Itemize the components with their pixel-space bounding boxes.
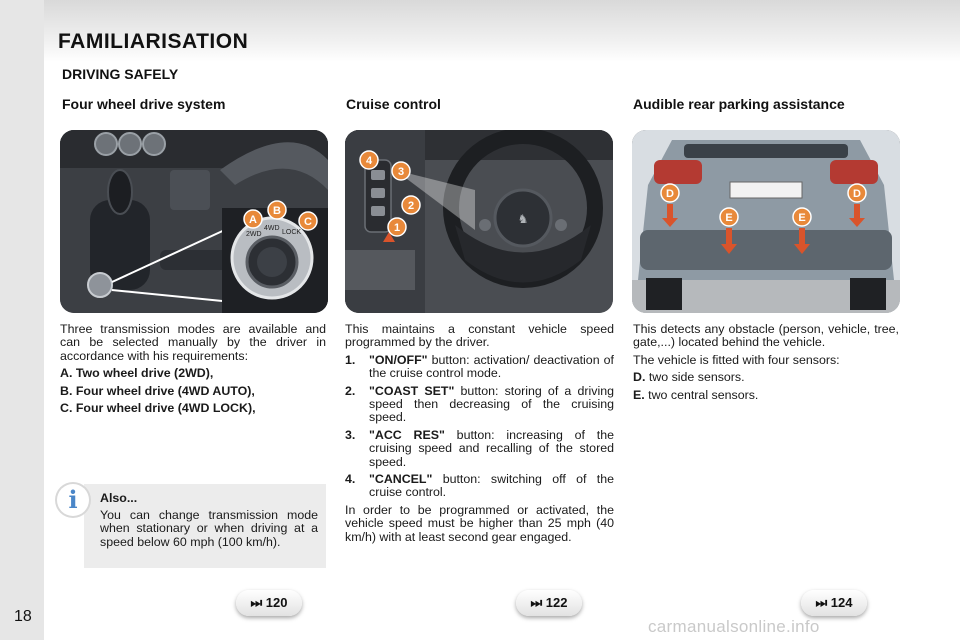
list-item <box>345 473 614 500</box>
callout-d-left: D <box>666 188 674 200</box>
parking-text <box>633 323 899 406</box>
selector-label-lock: LOCK <box>282 229 302 236</box>
cruise-intro: This maintains a constant vehicle speed programmed by the driver. <box>345 322 614 350</box>
parking-intro: This detects any obstacle (person, vehicle, tree, gate,...) located behind the vehicle. <box>633 322 899 350</box>
watermark: carmanualsonline.info <box>648 617 820 636</box>
callout-e-left: E <box>725 212 733 224</box>
cancel-label: "CANCEL" <box>369 472 433 487</box>
coast-set-label: "COAST SET" <box>369 383 455 398</box>
page-ref-124-link[interactable]: ⏭ 124 <box>801 590 867 616</box>
svg-text:♞: ♞ <box>517 212 529 226</box>
callout-1: 1 <box>393 222 401 234</box>
acc-res-label: "ACC RES" <box>369 427 445 442</box>
fwd-intro: Three transmission modes are available and can be selected manually by the driver in accordance with his requirements: <box>60 322 326 363</box>
sensor-e-label: E. <box>633 387 645 402</box>
callout-a: A <box>249 214 257 226</box>
page-margin-strip <box>0 0 44 640</box>
list-item-text: button: increasing of the cruising speed and recalling of the stored speed. <box>369 427 614 469</box>
fwd-text <box>60 323 326 419</box>
info-title: Also... <box>100 491 138 505</box>
info-icon: i <box>57 484 89 516</box>
fwd-selector-photo <box>60 130 328 313</box>
sensor-e-text: two central sensors. <box>644 387 759 402</box>
list-item <box>345 429 614 469</box>
list-item-number: 1. <box>345 352 356 367</box>
callout-d-right: D <box>853 188 861 200</box>
page-title: FAMILIARISATION <box>58 30 249 53</box>
info-body: You can change transmission mode when stationary or when driving at a speed below 60 mph (100 km/h). <box>100 508 318 549</box>
callout-e-right: E <box>798 212 806 224</box>
callout-2: 2 <box>407 200 415 212</box>
section-title: DRIVING SAFELY <box>62 66 179 82</box>
fwd-mode-c: C. Four wheel drive (4WD LOCK), <box>60 401 256 416</box>
list-item-text: button: switching off of the cruise control. <box>369 472 614 500</box>
selector-label-2wd: 2WD <box>246 231 262 238</box>
list-item-text: button: storing of a driving speed then decreasing of the cruising speed. <box>369 383 614 425</box>
page-ref-122-link[interactable]: ⏭ 122 <box>516 590 582 616</box>
sensor-d-text: two side sensors. <box>645 370 745 385</box>
cruise-note: In order to be programmed or activated, the vehicle speed must be higher than 25 mph (40 km/h) with at least second gear engaged. <box>345 502 614 544</box>
list-item-number: 4. <box>345 472 356 487</box>
callout-3: 3 <box>397 166 405 178</box>
cruise-text <box>345 323 614 548</box>
parking-sensors-photo <box>632 130 900 313</box>
list-item <box>345 385 614 425</box>
parking-sensors-line: The vehicle is fitted with four sensors: <box>633 352 840 367</box>
callout-4: 4 <box>365 155 373 167</box>
fwd-mode-a: A. Two wheel drive (2WD), <box>60 366 214 381</box>
cruise-heading: Cruise control <box>346 96 441 112</box>
on-off-label: "ON/OFF" <box>369 352 428 367</box>
cruise-button-list <box>345 354 614 500</box>
sensor-d-label: D. <box>633 370 646 385</box>
parking-heading: Audible rear parking assistance <box>633 96 845 112</box>
callout-b: B <box>273 205 281 217</box>
list-item-text: button: activation/ deactivation of the cruise control mode. <box>369 352 614 381</box>
list-item-number: 3. <box>345 427 356 442</box>
fwd-mode-b: B. Four wheel drive (4WD AUTO), <box>60 383 255 398</box>
selector-label-4wd: 4WD <box>264 225 280 232</box>
list-item-number: 2. <box>345 383 356 398</box>
page-ref-120-link[interactable]: ⏭ 120 <box>236 590 302 616</box>
fwd-heading: Four wheel drive system <box>62 96 226 112</box>
cruise-control-photo <box>345 130 613 313</box>
page-number: 18 <box>14 608 32 625</box>
list-item <box>345 354 614 381</box>
sensor-d-line <box>633 371 899 384</box>
sensor-e-line <box>633 389 899 402</box>
callout-c: C <box>304 216 312 228</box>
